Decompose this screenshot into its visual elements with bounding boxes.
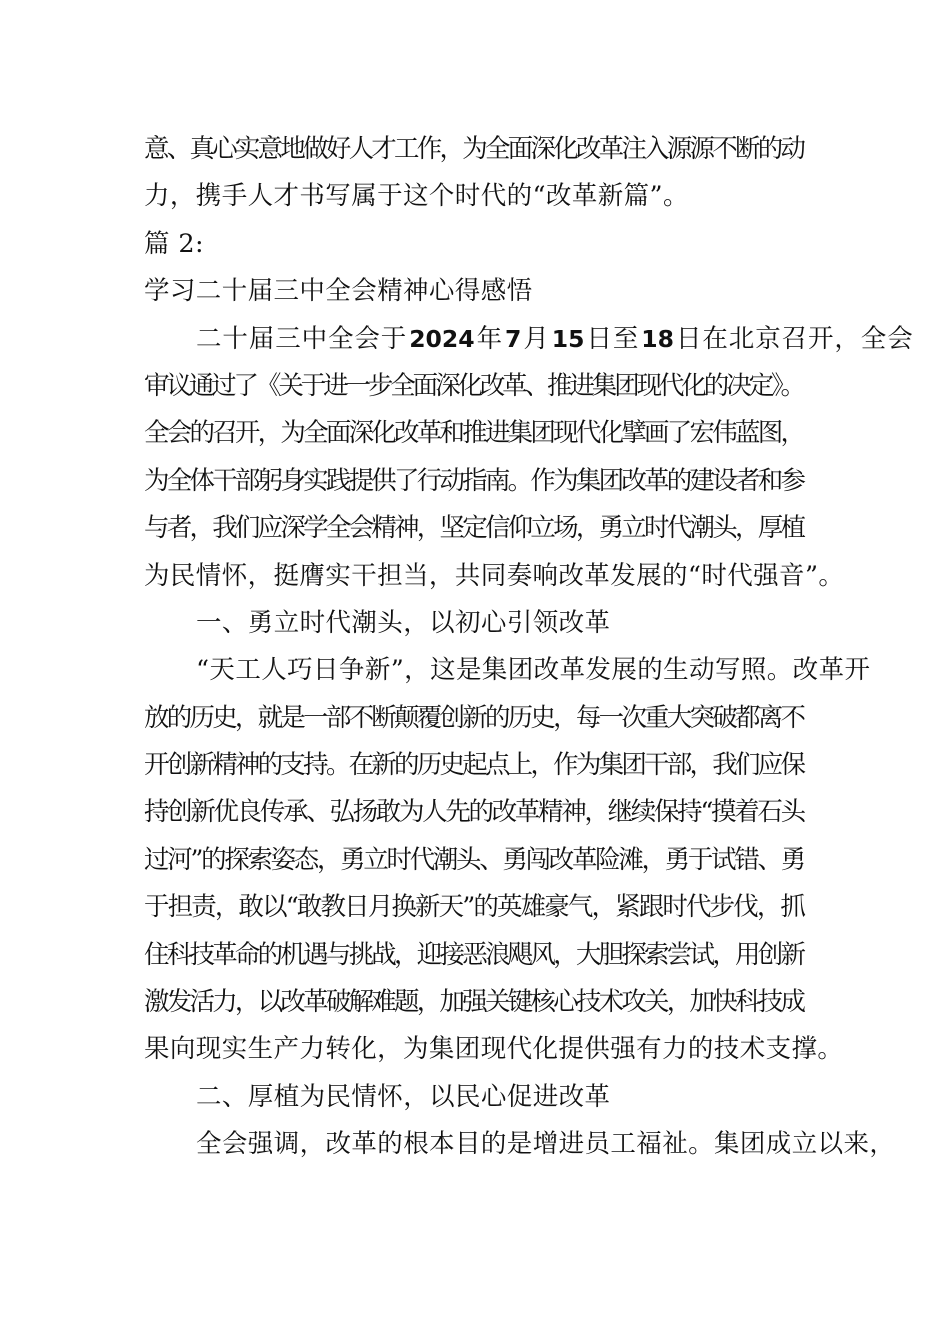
p1l1-post: 日在北京召开，全会 — [676, 323, 914, 354]
section-1-line-8: 激发活力，以改革破解难题，加强关键核心技术攻关，加快科技成 — [144, 987, 804, 1018]
section-1-line-7: 住科技革命的机遇与挑战，迎接恶浪飓风，大胆探索尝试，用创新 — [144, 939, 804, 970]
section-1-line-6: 于担责，敢以“敢教日月换新天”的英雄豪气，紧跟时代步伐，抓 — [144, 892, 805, 923]
section-1-heading: 一、勇立时代潮头，以初心引领改革 — [196, 607, 611, 638]
paragraph-1-line-5: 与者，我们应深学全会精神，坚定信仰立场，勇立时代潮头，厚植 — [144, 513, 804, 544]
document-body — [144, 126, 914, 1169]
section-1-line-9: 果向现实生产力转化，为集团现代化提供强有力的技术支撑。 — [144, 1034, 844, 1065]
p1l1-year: 2024 — [409, 324, 475, 353]
paragraph-1-line-3: 全会的召开，为全面深化改革和推进集团现代化擘画了宏伟蓝图， — [144, 418, 804, 449]
document-title: 学习二十届三中全会精神心得感悟 — [144, 276, 533, 307]
p1l1-mid1: 年 — [476, 323, 504, 354]
paragraph-1-line-2: 审议通过了《关于进一步全面深化改革、推进集团现代化的决定》。 — [144, 370, 803, 401]
section-2-heading: 二、厚植为民情怀，以民心促进改革 — [196, 1081, 611, 1112]
p1l1-mid2: 月 — [523, 323, 550, 354]
paragraph-1-line-4: 为全体干部躬身实践提供了行动指南。作为集团改革的建设者和参 — [144, 465, 804, 496]
continuation-line-1: 意、真心实意地做好人才工作，为全面深化改革注入源源不断的动 — [144, 134, 804, 164]
p1l1-day-end: 18 — [641, 324, 674, 353]
paragraph-1-line-6: 为民情怀，挺膺实干担当，共同奏响改革发展的“时代强音”。 — [144, 560, 845, 591]
p1l1-day-start: 15 — [551, 324, 585, 353]
section-2-line-1: 全会强调，改革的根本目的是增进员工福祉。集团成立以来， — [196, 1129, 896, 1160]
continuation-line-2: 力，携手人才书写属于这个时代的“改革新篇”。 — [144, 181, 689, 212]
section-1-line-1: “天工人巧日争新”，这是集团改革发展的生动写照。改革开 — [196, 655, 871, 686]
section-1-line-3: 开创新精神的支持。在新的历史起点上，作为集团干部，我们应保 — [144, 750, 804, 781]
section-1-line-2: 放的历史，就是一部不断颠覆创新的历史，每一次重大突破都离不 — [144, 702, 804, 733]
p1l1-pre: 二十届三中全会于 — [196, 323, 408, 354]
section-1-line-4: 持创新优良传承、弘扬敢为人先的改革精神，继续保持“摸着石头 — [144, 797, 804, 828]
piece-label: 篇 2: — [144, 228, 205, 259]
p1l1-mid3: 日至 — [586, 323, 640, 354]
p1l1-month: 7 — [505, 324, 522, 353]
paragraph-1-line-1 — [144, 316, 914, 363]
section-1-line-5: 过河”的探索姿态，勇立时代潮头、勇闯改革险滩，勇于试错、勇 — [144, 844, 804, 875]
